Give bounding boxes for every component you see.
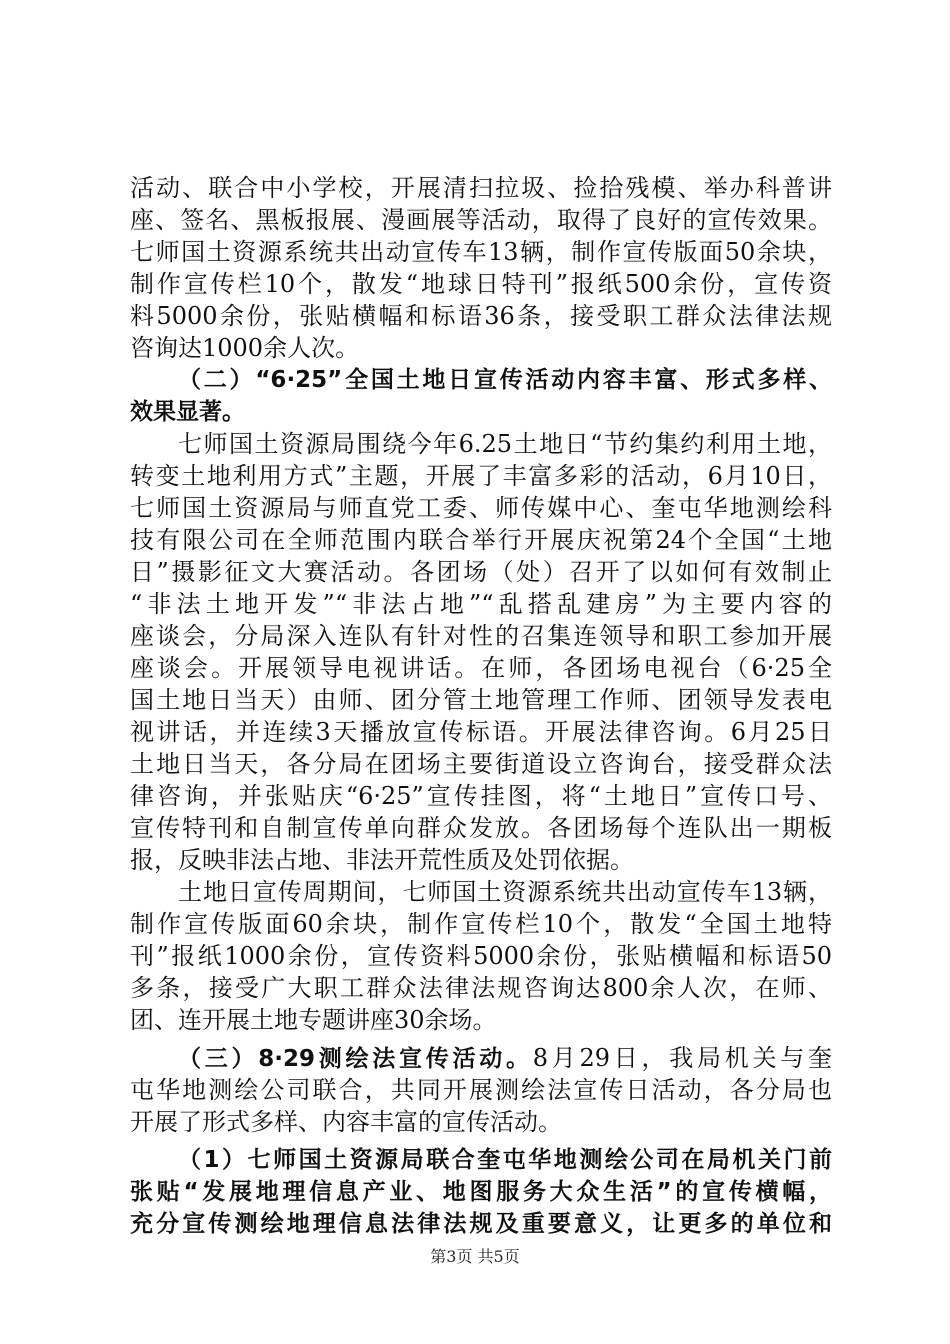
section-heading (130, 364, 832, 428)
page-footer (0, 1244, 950, 1267)
text-line: 屯华地测绘公司联合，共同开展测绘法宣传日活动，各分局也 (130, 1076, 832, 1104)
text-line: 多条，接受广大职工群众法律法规咨询达800余人次，在师、 (130, 974, 832, 1002)
paragraph (130, 428, 832, 876)
text-line: 刊”报纸1000余份，宣传资料5000余份，张贴横幅和标语50 (130, 942, 832, 970)
text-line: 制作宣传栏10个，散发“地球日特刊”报纸500余份，宣传资 (130, 270, 832, 298)
text-run: 8月29日，我局机关与奎 (532, 1044, 832, 1072)
page-number: 第3页 共5页 (430, 1247, 520, 1266)
text-line: 转变土地利用方式”主题，开展了丰富多彩的活动，6月10日， (130, 462, 832, 490)
text-line: 技有限公司在全师范围内联合举行开展庆祝第24个全国“土地 (130, 526, 832, 554)
text-line: 国土地日当天）由师、团分管土地管理工作师、团领导发表电 (130, 686, 832, 714)
text-line: 制作宣传版面60余块，制作宣传栏10个，散发“全国土地特 (130, 910, 832, 938)
paragraph (130, 172, 832, 364)
text-line (130, 1042, 832, 1074)
heading-line: （1）七师国土资源局联合奎屯华地测绘公司在局机关门前 (178, 1147, 832, 1173)
heading-line: 充分宣传测绘地理信息法律法规及重要意义，让更多的单位和 (130, 1211, 832, 1237)
text-line: 视讲话，并连续3天播放宣传标语。开展法律咨询。6月25日 (130, 718, 832, 746)
text-line: 活动、联合中小学校，开展清扫拉圾、捡拾残模、举办科普讲 (130, 174, 832, 202)
text-line: 七师国土资源系统共出动宣传车13辆，制作宣传版面50余块， (130, 238, 832, 266)
paragraph (130, 1042, 832, 1138)
text-line: 报，反映非法占地、非法开荒性质及处罚依据。 (130, 846, 634, 874)
text-line: 土地日宣传周期间，七师国土资源系统共出动宣传车13辆， (178, 878, 832, 906)
section-heading (130, 1144, 832, 1240)
text-line: 料5000余份，张贴横幅和标语36条，接受职工群众法律法规 (130, 302, 832, 330)
text-line: 开展了形式多样、内容丰富的宣传活动。 (130, 1108, 562, 1136)
heading-line: 效果显著。 (130, 399, 245, 425)
text-line: 宣传特刊和自制宣传单向群众发放。各团场每个连队出一期板 (130, 814, 832, 842)
document-body (130, 172, 832, 1240)
text-line: 咨询达1000余人次。 (130, 334, 360, 362)
paragraph (130, 876, 832, 1036)
text-line: 土地日当天，各分局在团场主要街道设立咨询台，接受群众法 (130, 750, 832, 778)
text-line: “非法土地开发”“非法占地”“乱搭乱建房”为主要内容的 (130, 590, 832, 618)
text-line: 七师国土资源局围绕今年6.25土地日“节约集约利用土地， (178, 430, 832, 458)
text-line: 团、连开展土地专题讲座30余场。 (130, 1006, 497, 1034)
section-heading-inline: （三）8·29测绘法宣传活动。 (178, 1046, 533, 1072)
text-line: 座谈会。开展领导电视讲话。在师，各团场电视台（6·25全 (130, 654, 832, 682)
text-line: 座谈会，分局深入连队有针对性的召集连领导和职工参加开展 (130, 622, 832, 650)
text-line: 律咨询，并张贴庆“6·25”宣传挂图，将“土地日”宣传口号、 (130, 782, 832, 810)
text-line: 七师国土资源局与师直党工委、师传媒中心、奎屯华地测绘科 (130, 494, 832, 522)
text-line: 座、签名、黑板报展、漫画展等活动，取得了良好的宣传效果。 (130, 206, 832, 234)
heading-line: 张贴“发展地理信息产业、地图服务大众生活”的宣传横幅， (130, 1179, 832, 1205)
heading-line: （二）“6·25”全国土地日宣传活动内容丰富、形式多样、 (178, 367, 832, 393)
text-line: 日”摄影征文大赛活动。各团场（处）召开了以如何有效制止 (130, 558, 832, 586)
